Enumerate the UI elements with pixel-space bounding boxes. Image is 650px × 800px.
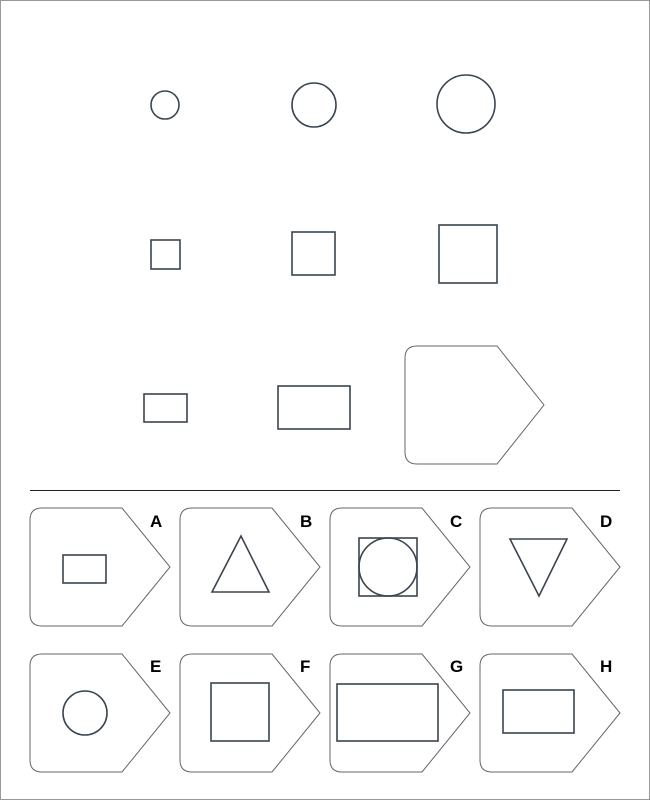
option-letter: F [300,657,311,676]
option-letter: B [300,512,313,531]
option-letter: C [450,512,463,531]
option-letter: E [150,657,162,676]
option-letter: H [600,657,613,676]
option-letter: A [150,512,163,531]
option-letter: D [600,512,613,531]
option-letter: G [450,657,464,676]
